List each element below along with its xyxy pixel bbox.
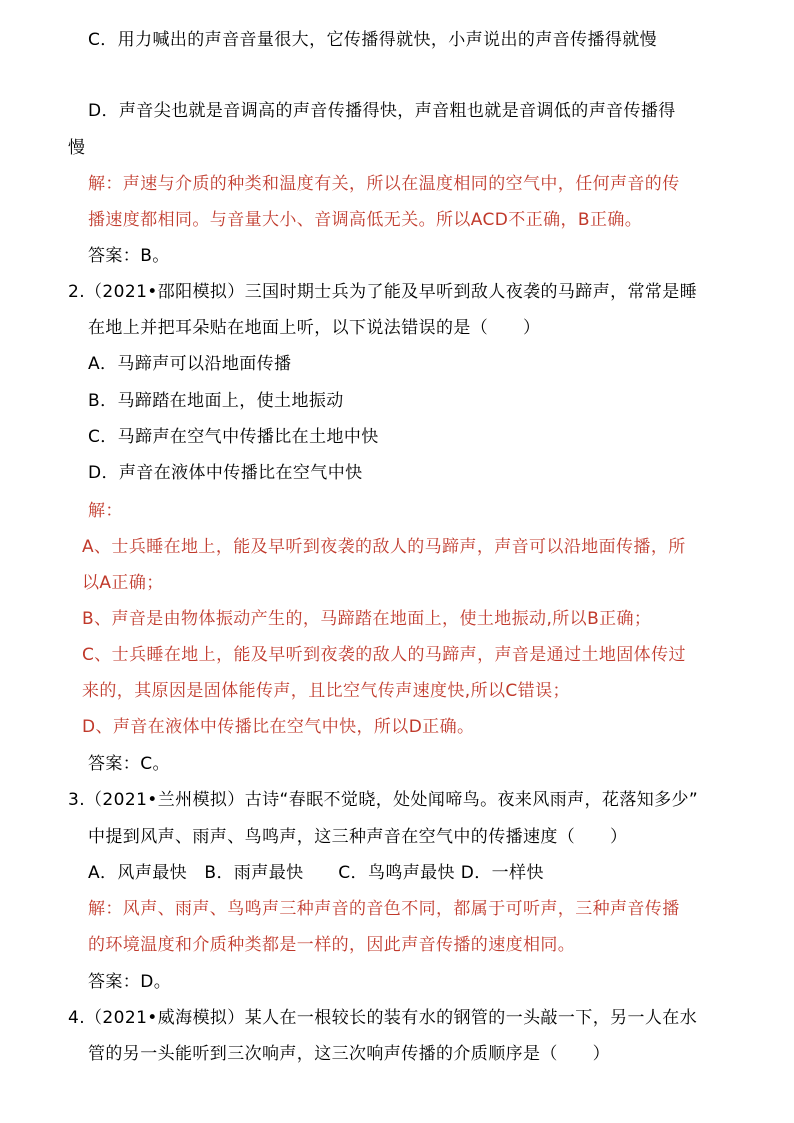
q3-options: A．风声最快 B．雨声最快 C．鸟鸣声最快 D．一样快 <box>88 863 544 883</box>
q2-solution-a-line1: A、士兵睡在地上，能及早听到夜袭的敌人的马蹄声，声音可以沿地面传播，所 <box>82 537 686 557</box>
q2-option-c: C．马蹄声在空气中传播比在土地中快 <box>88 427 379 447</box>
q1-answer: 答案：B。 <box>88 246 170 266</box>
q2-option-a: A．马蹄声可以沿地面传播 <box>88 354 292 374</box>
q3-solution-line2: 的环境温度和介质种类都是一样的，因此声音传播的速度相同。 <box>88 935 576 955</box>
q1-solution-line2: 播速度都相同。与音量大小、音调高低无关。所以ACD不正确，B正确。 <box>88 210 643 230</box>
q2-solution-c-line1: C、士兵睡在地上，能及早听到夜袭的敌人的马蹄声，声音是通过土地固体传过 <box>82 645 686 665</box>
q1-option-c: C．用力喊出的声音音量很大，它传播得就快，小声说出的声音传播得就慢 <box>88 30 658 50</box>
q1-option-d-line1: D．声音尖也就是音调高的声音传播得快，声音粗也就是音调低的声音传播得 <box>88 101 676 121</box>
q3-solution-line1: 解：风声、雨声、鸟鸣声三种声音的音色不同，都属于可听声，三种声音传播 <box>88 899 680 919</box>
q2-solution-c-line2: 来的，其原因是固体能传声，且比空气传声速度快,所以C错误； <box>82 681 570 701</box>
q2-solution-b: B、声音是由物体振动产生的，马蹄踏在地面上，使土地振动,所以B正确； <box>82 609 652 629</box>
q4-stem-line2: 管的另一头能听到三次响声，这三次响声传播的介质顺序是（ ） <box>88 1044 610 1064</box>
q2-stem-line1: 2.（2021•邵阳模拟）三国时期士兵为了能及早听到敌人夜袭的马蹄声，常常是睡 <box>68 282 698 302</box>
q3-stem-line2: 中提到风声、雨声、鸟鸣声，这三种声音在空气中的传播速度（ ） <box>88 827 628 847</box>
q2-option-d: D．声音在液体中传播比在空气中快 <box>88 463 363 483</box>
q3-answer: 答案：D。 <box>88 972 172 992</box>
q2-stem-line2: 在地上并把耳朵贴在地面上听，以下说法错误的是（ ） <box>88 318 541 338</box>
q2-answer: 答案：C。 <box>88 754 170 774</box>
q1-option-d-line2: 慢 <box>68 138 86 158</box>
q3-stem-line1: 3.（2021•兰州模拟）古诗“春眠不觉晓，处处闻啼鸟。夜来风雨声，花落知多少” <box>68 790 699 810</box>
q2-solution-label: 解： <box>88 501 123 521</box>
q2-solution-a-line2: 以A正确； <box>82 573 164 593</box>
q2-solution-d: D、声音在液体中传播比在空气中快，所以D正确。 <box>82 717 475 737</box>
q2-option-b: B．马蹄踏在地面上，使土地振动 <box>88 391 344 411</box>
q4-stem-line1: 4.（2021•威海模拟）某人在一根较长的装有水的钢管的一头敲一下，另一人在水 <box>68 1008 698 1028</box>
q1-solution-line1: 解：声速与介质的种类和温度有关，所以在温度相同的空气中，任何声音的传 <box>88 174 680 194</box>
